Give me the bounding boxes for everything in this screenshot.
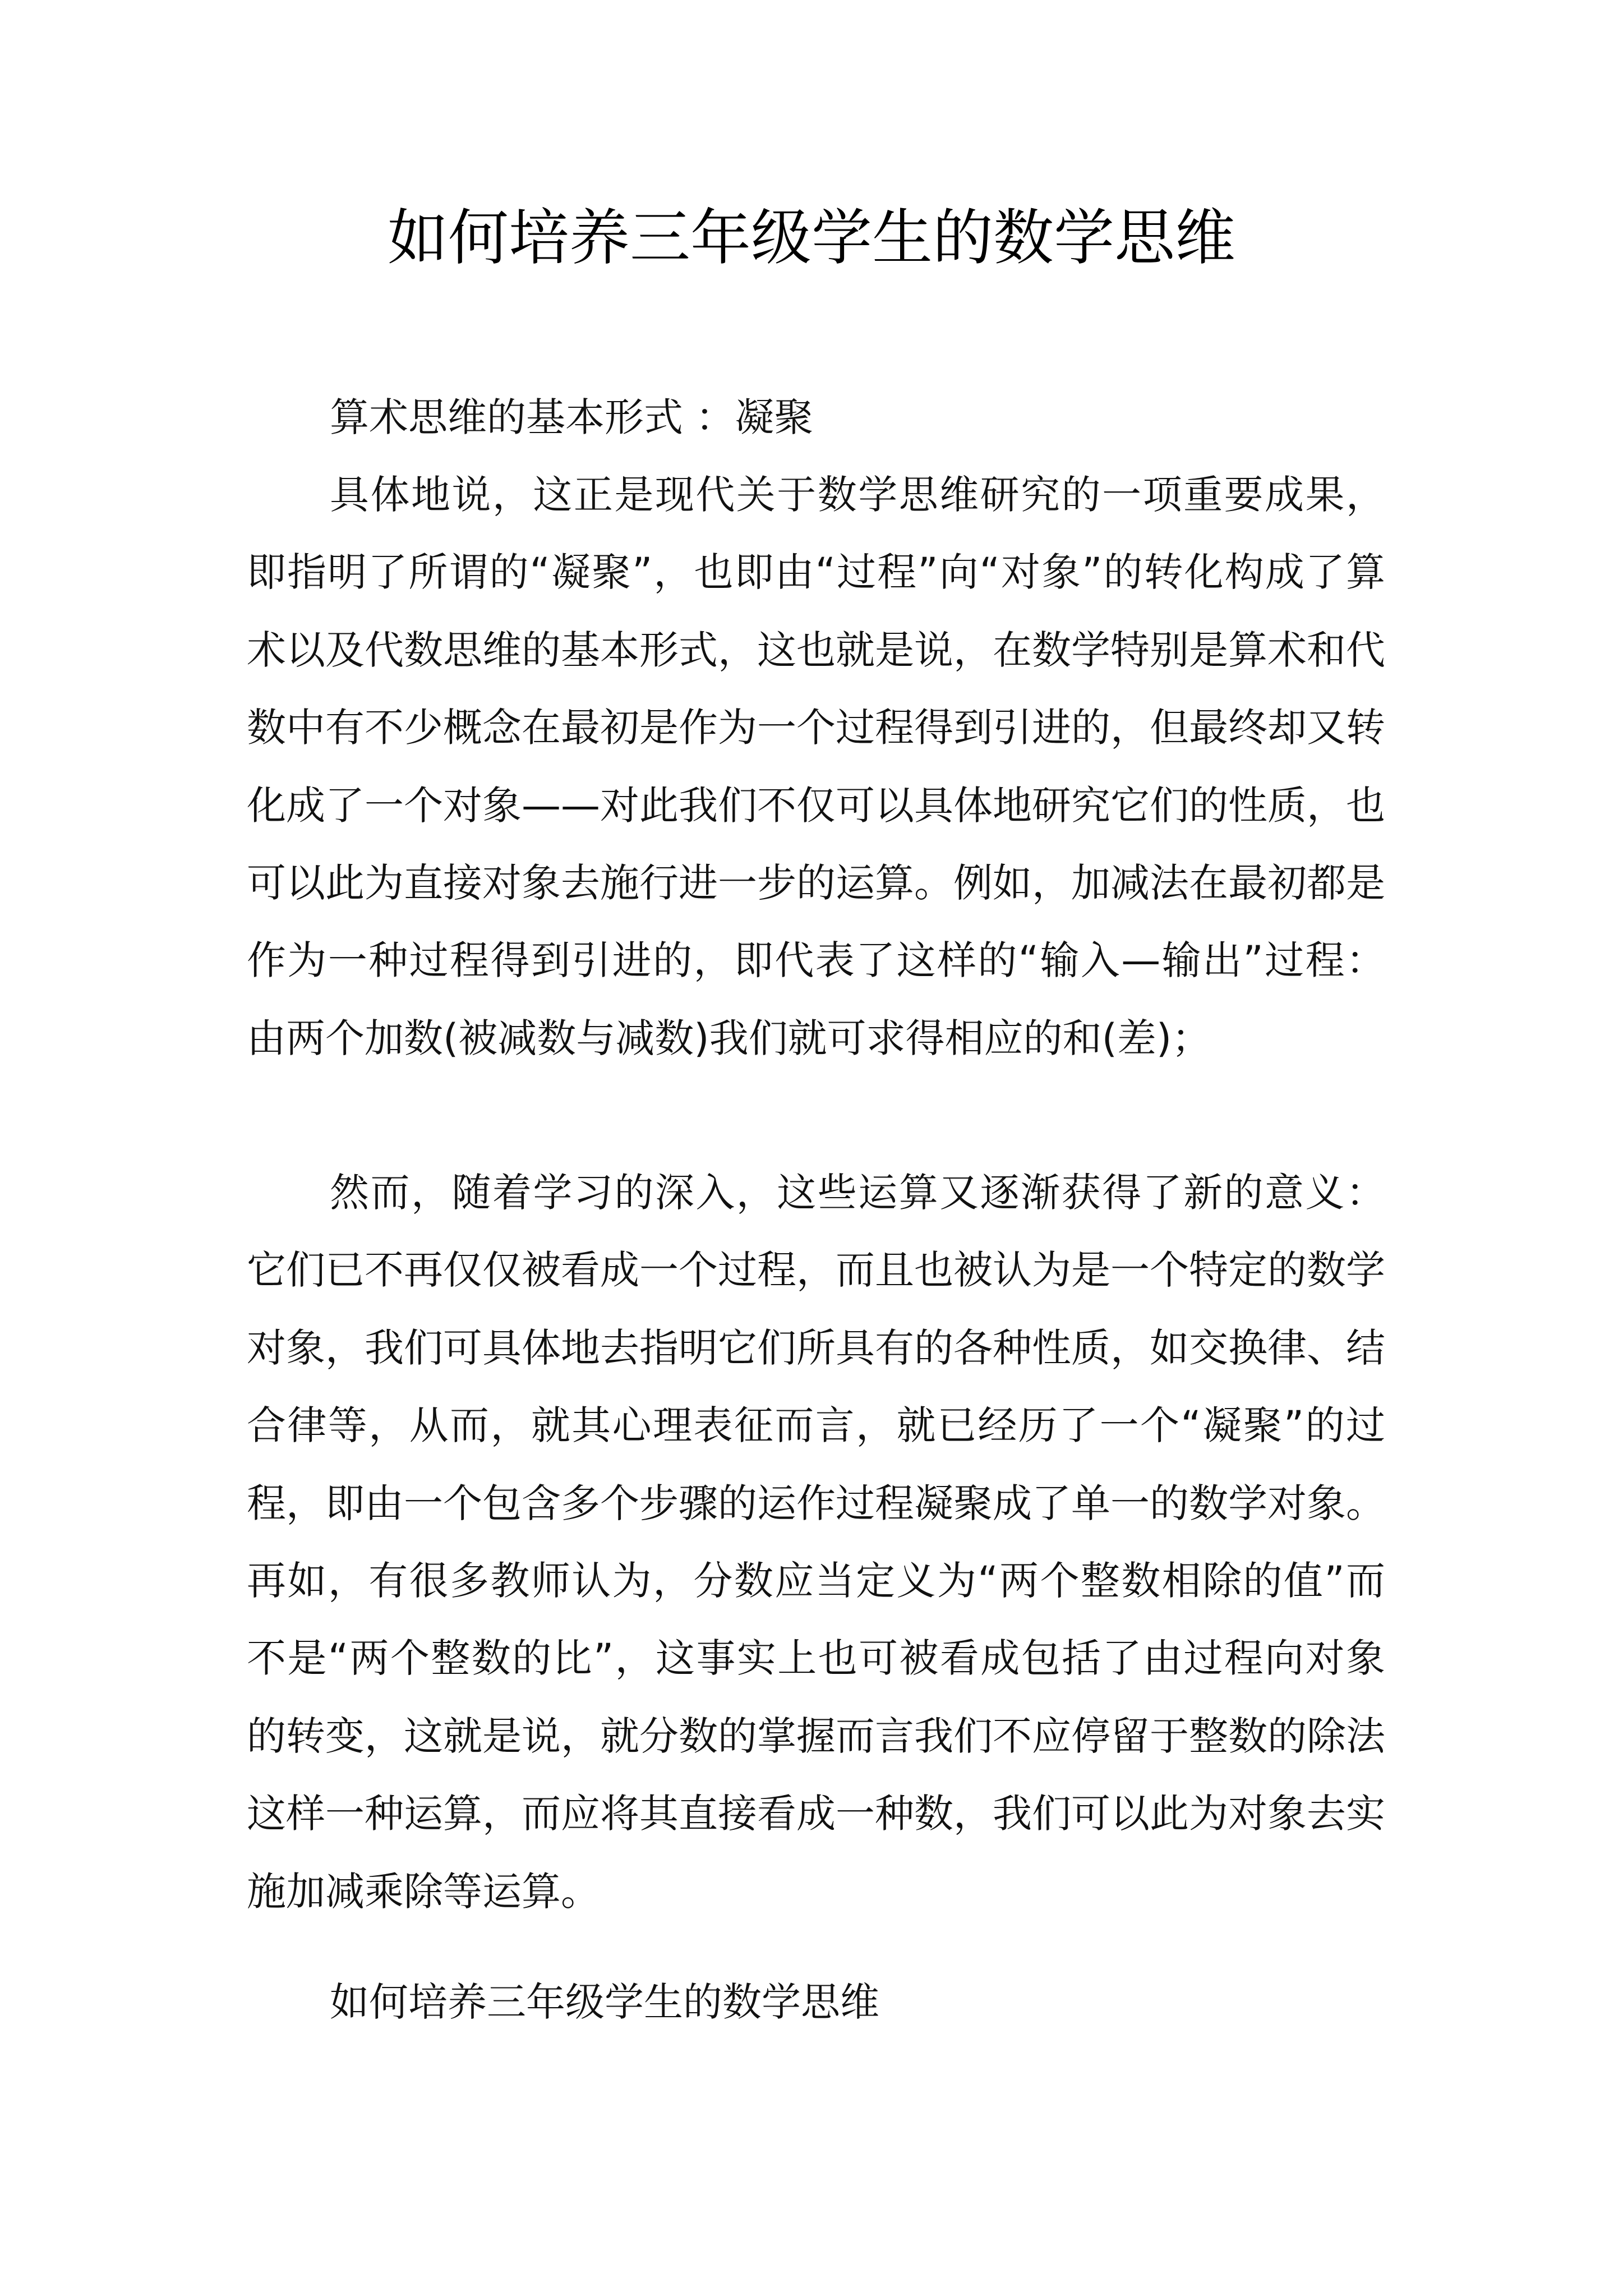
closing-line-block	[247, 1963, 1385, 2041]
body-paragraph-2: 然而，随着学习的深入，这些运算又逐渐获得了新的意义：它们已不再仅仅被看成一个过程，而且也被认为是一个特定的数学对象，我们可具体地去指明它们所具有的各种性质，如交换律、结合律等，从而，就其心理表征而言，就已经历了一个“凝聚”的过程，即由一个包含多个步骤的运作过程凝聚成了单一的数学对象。再如，有很多教师认为，分数应当定义为“两个整数相除的值”而不是“两个整数的比”，这事实上也可被看成包括了由过程向对象的转变，这就是说，就分数的掌握而言我们不应停留于整数的除法这样一种运算，而应将其直接看成一种数，我们可以此为对象去实施加减乘除等运算。	[247, 1170, 1385, 1915]
paragraph-block-1	[247, 456, 1385, 1077]
closing-line: 如何培养三年级学生的数学思维	[330, 1979, 879, 2025]
body-paragraph-1: 具体地说，这正是现代关于数学思维研究的一项重要成果，即指明了所谓的“凝聚”，也即由“过程”向“对象”的转化构成了算术以及代数思维的基本形式，这也就是说，在数学特别是算术和代数中有不少概念在最初是作为一个过程得到引进的，但最终却又转化成了一个对象——对此我们不仅可以具体地研究它们的性质，也可以此为直接对象去施行进一步的运算。例如，加减法在最初都是作为一种过程得到引进的，即代表了这样的“输入—输出”过程：由两个加数(被减数与减数)我们就可求得相应的和(差)；	[247, 472, 1385, 1061]
section-heading: 算术思维的基本形式 ：凝聚	[330, 394, 814, 440]
paragraph-block-2	[247, 1154, 1385, 1930]
section-heading-block	[247, 379, 1385, 456]
document-title: 如何培养三年级学生的数学思维	[387, 203, 1235, 273]
